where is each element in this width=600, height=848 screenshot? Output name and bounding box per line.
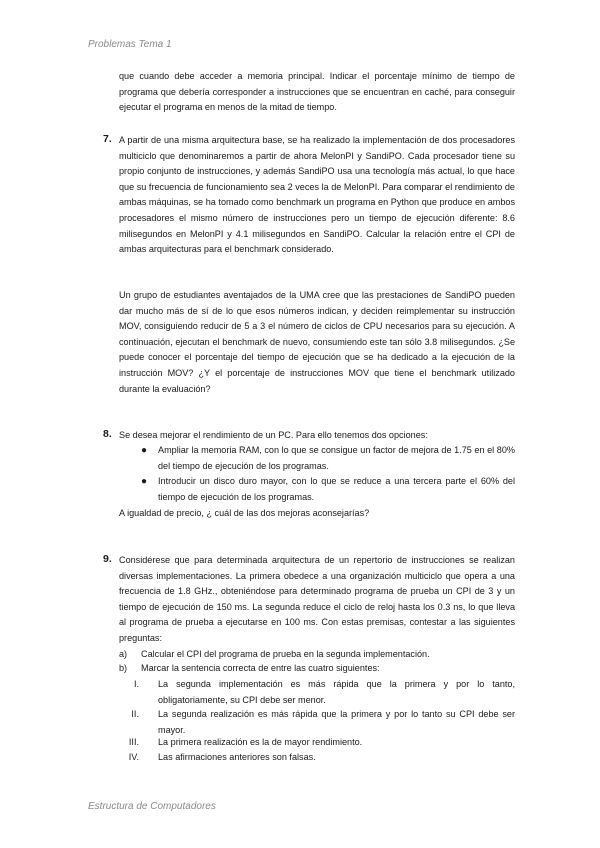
item-b-text: Marcar la sentencia correcta de entre las cuatro siguientes: <box>141 663 380 673</box>
sentence-text: Las afirmaciones anteriores son falsas. <box>158 752 316 762</box>
sentence-text: La primera realización es la de mayor rendimiento. <box>158 737 363 747</box>
problem-8-question: A igualdad de precio, ¿ cuál de las dos mejoras aconsejarías? <box>119 508 370 518</box>
item-a-label: a) <box>119 649 128 659</box>
bullet-icon: ● <box>141 476 148 487</box>
page-footer: Estructura de Computadores <box>88 801 216 812</box>
problem-7-paragraph-1: A partir de una misma arquitectura base, se ha realizado la implementación de dos procesadores multiciclo que denominaremos a partir de ahora MelonPI y SandiPO. Cada procesador tiene su propio conjunto de instrucciones, y además SandiPO usa una tecnología más actual, lo que hace que su frecuencia de funcionamiento sea 2 veces la de MelonPI. Para comparar el rendimiento de ambas máquinas, se ha tomado como benchmark un programa en Python que produce en ambos procesadores el mismo número de instrucciones pero un tiempo de ejecución diferente: 8.6 milisegundos en MelonPI y 4.1 milisegundos en SandiPO. Calcular la relación entre el CPI de ambas arquitecturas para el benchmark considerado. <box>119 135 515 255</box>
intro-continuation: que cuando debe acceder a memoria principal. Indicar el porcentaje mínimo de tiempo de programa que debería corresponder a instrucciones que se encuentran en caché, para conseguir ejecutar el programa en menos de la mitad de tiempo. <box>119 71 515 113</box>
sentence-text: La segunda implementación es más rápida que la primera y por lo tanto, obligatoriamente, su CPI debe ser menor. <box>158 679 515 705</box>
problem-8-number: 8. <box>103 428 112 440</box>
problem-7-paragraph-2: Un grupo de estudiantes aventajados de la UMA cree que las prestaciones de SandiPO pueden dar mucho más de sí de lo que esos números indican, y deciden reimplementar su instrucción MOV, consiguiendo reducir de 5 a 3 el número de ciclos de CPU necesarios para su ejecución. A continuación, ejecutan el benchmark de nuevo, consumiendo este tan sólo 3.8 milisegundos. ¿Se puede conocer el porcentaje del tiempo de ejecución que se ha dedicado a la ejecución de la instrucción MOV? ¿Y el porcentaje de instrucciones MOV que tiene el benchmark utilizado durante la evaluación? <box>119 290 515 394</box>
page-header: Problemas Tema 1 <box>88 39 172 50</box>
problem-8-option-1: Ampliar la memoria RAM, con lo que se consigue un factor de mejora de 1.75 en el 80% del tiempo de ejecución de los programas. <box>158 445 515 471</box>
sentence-text: La segunda realización es más rápida que la primera y por lo tanto su CPI debe ser mayor. <box>158 709 515 735</box>
item-b-label: b) <box>119 663 128 673</box>
problem-9-number: 9. <box>103 553 112 565</box>
problem-8-option-2: Introducir un disco duro mayor, con lo que se reduce a una tercera parte el 60% del tiempo de ejecución de los programas. <box>158 476 515 502</box>
problem-7-number: 7. <box>103 133 112 145</box>
sentence-number: III. <box>128 737 139 747</box>
bullet-icon: ● <box>141 445 148 456</box>
sentence-number: I. <box>133 679 139 689</box>
sentence-number: IV. <box>128 752 139 762</box>
problem-9-paragraph: Considérese que para determinada arquitectura de un repertorio de instrucciones se realizan diversas implementaciones. La primera obedece a una organización multiciclo que opera a una frecuencia de 1.8 GHz., obteniéndose para determinado programa de prueba un CPI de 3 y un tiempo de ejecución de 150 ms. La segunda reduce el ciclo de reloj hasta los 0.3 ns, lo que lleva al programa de prueba a ejecutarse en 100 ms. Con estas premisas, contestar a las siguientes preguntas: <box>119 555 515 643</box>
problem-8-intro: Se desea mejorar el rendimiento de un PC. Para ello tenemos dos opciones: <box>119 430 428 440</box>
item-a-text: Calcular el CPI del programa de prueba en la segunda implementación. <box>141 649 430 659</box>
sentence-number: II. <box>131 709 139 719</box>
